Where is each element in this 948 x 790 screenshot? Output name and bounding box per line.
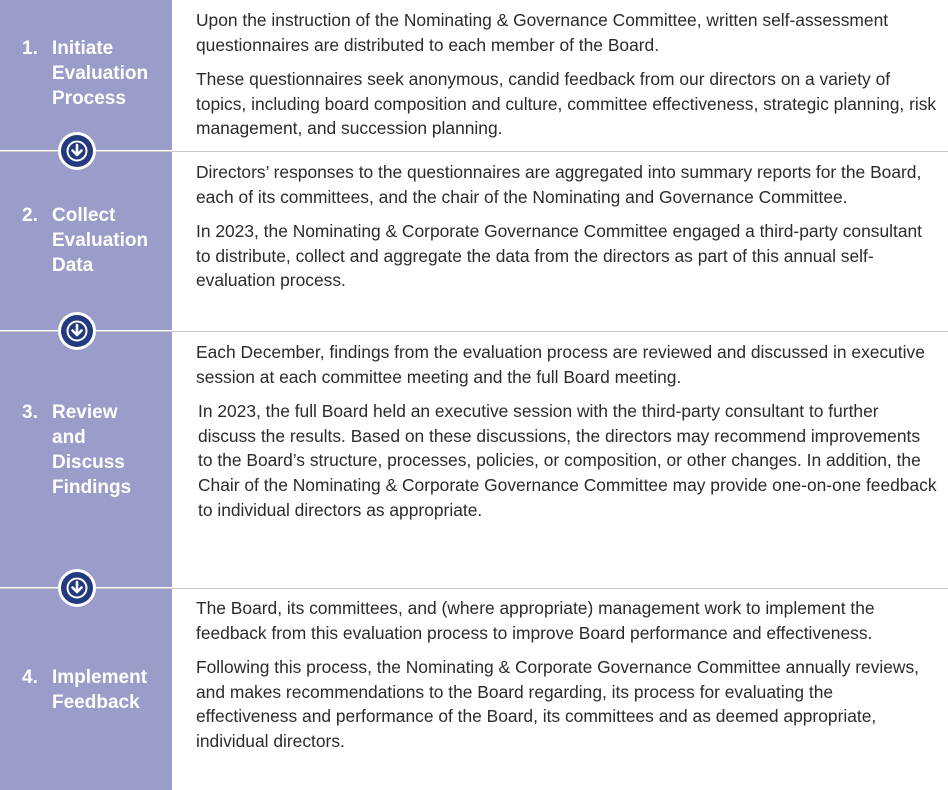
step-2-paragraph-1: Directors’ responses to the questionnaires are aggregated into summary reports for the Board, each of its committees, and the chair of the Nominating and Governance Committee. [196, 162, 922, 207]
step-1-content [196, 8, 938, 151]
step-2-panel [0, 152, 172, 330]
step-4-paragraph-2: Following this process, the Nominating & Corporate Governance Committee annually reviews, and makes recommendations to the Board regarding, its process for evaluating the effectiveness and performance of the Board, its committees and as deemed appropriate, individual directors. [196, 657, 920, 751]
step-1-label [0, 36, 148, 111]
step-2-label [0, 203, 148, 278]
step-2-title: Collect Evaluation Data [52, 204, 149, 276]
arrow-down-icon [58, 132, 96, 170]
step-1-title: Initiate Evaluation Process [52, 37, 149, 109]
step-1-panel [0, 0, 172, 150]
step-4-number: 4. [22, 666, 38, 688]
arrow-down-icon [58, 312, 96, 350]
step-2-paragraph-2: In 2023, the Nominating & Corporate Governance Committee engaged a third-party consultant to distribute, collect and aggregate the data from the directors as part of this annual self-evaluation process. [196, 221, 922, 291]
arrow-down-icon [58, 569, 96, 607]
step-1-paragraph-2: These questionnaires seek anonymous, candid feedback from our directors on a variety of topics, including board composition and culture, committee effectiveness, strategic planning, risk management, and succession planning. [196, 69, 937, 139]
step-4-title: Implement Feedback [52, 666, 148, 713]
step-4-content [196, 596, 938, 764]
step-1-paragraph-1: Upon the instruction of the Nominating & Governance Committee, written self-assessment questionnaires are distributed to each member of the Board. [196, 10, 889, 55]
step-2-content [196, 160, 938, 303]
step-3-number: 3. [22, 401, 38, 423]
step-3-label [0, 400, 131, 500]
step-1-number: 1. [22, 37, 38, 59]
step-4-label [0, 665, 147, 715]
step-4-panel [0, 589, 172, 790]
step-3-paragraph-1: Each December, findings from the evaluation process are reviewed and discussed in executive session at each committee meeting and the full Board meeting. [196, 342, 925, 387]
step-3-panel [0, 332, 172, 587]
step-3-paragraph-2: In 2023, the full Board held an executive session with the third-party consultant to further discuss the results. Based on these discussions, the directors may recommend improvements to the Board’s structure, processes, policies, or composition, or other changes. In addition, the Chair of the Nominating & Corporate Governance Committee may provide one-on-one feedback to individual directors as appropriate. [198, 401, 937, 520]
step-3-title: Review and Discuss Findings [52, 401, 132, 498]
step-2-number: 2. [22, 204, 38, 226]
step-4-paragraph-1: The Board, its committees, and (where appropriate) management work to implement the feedback from this evaluation process to improve Board performance and effectiveness. [196, 598, 875, 643]
step-3-content [196, 340, 938, 532]
